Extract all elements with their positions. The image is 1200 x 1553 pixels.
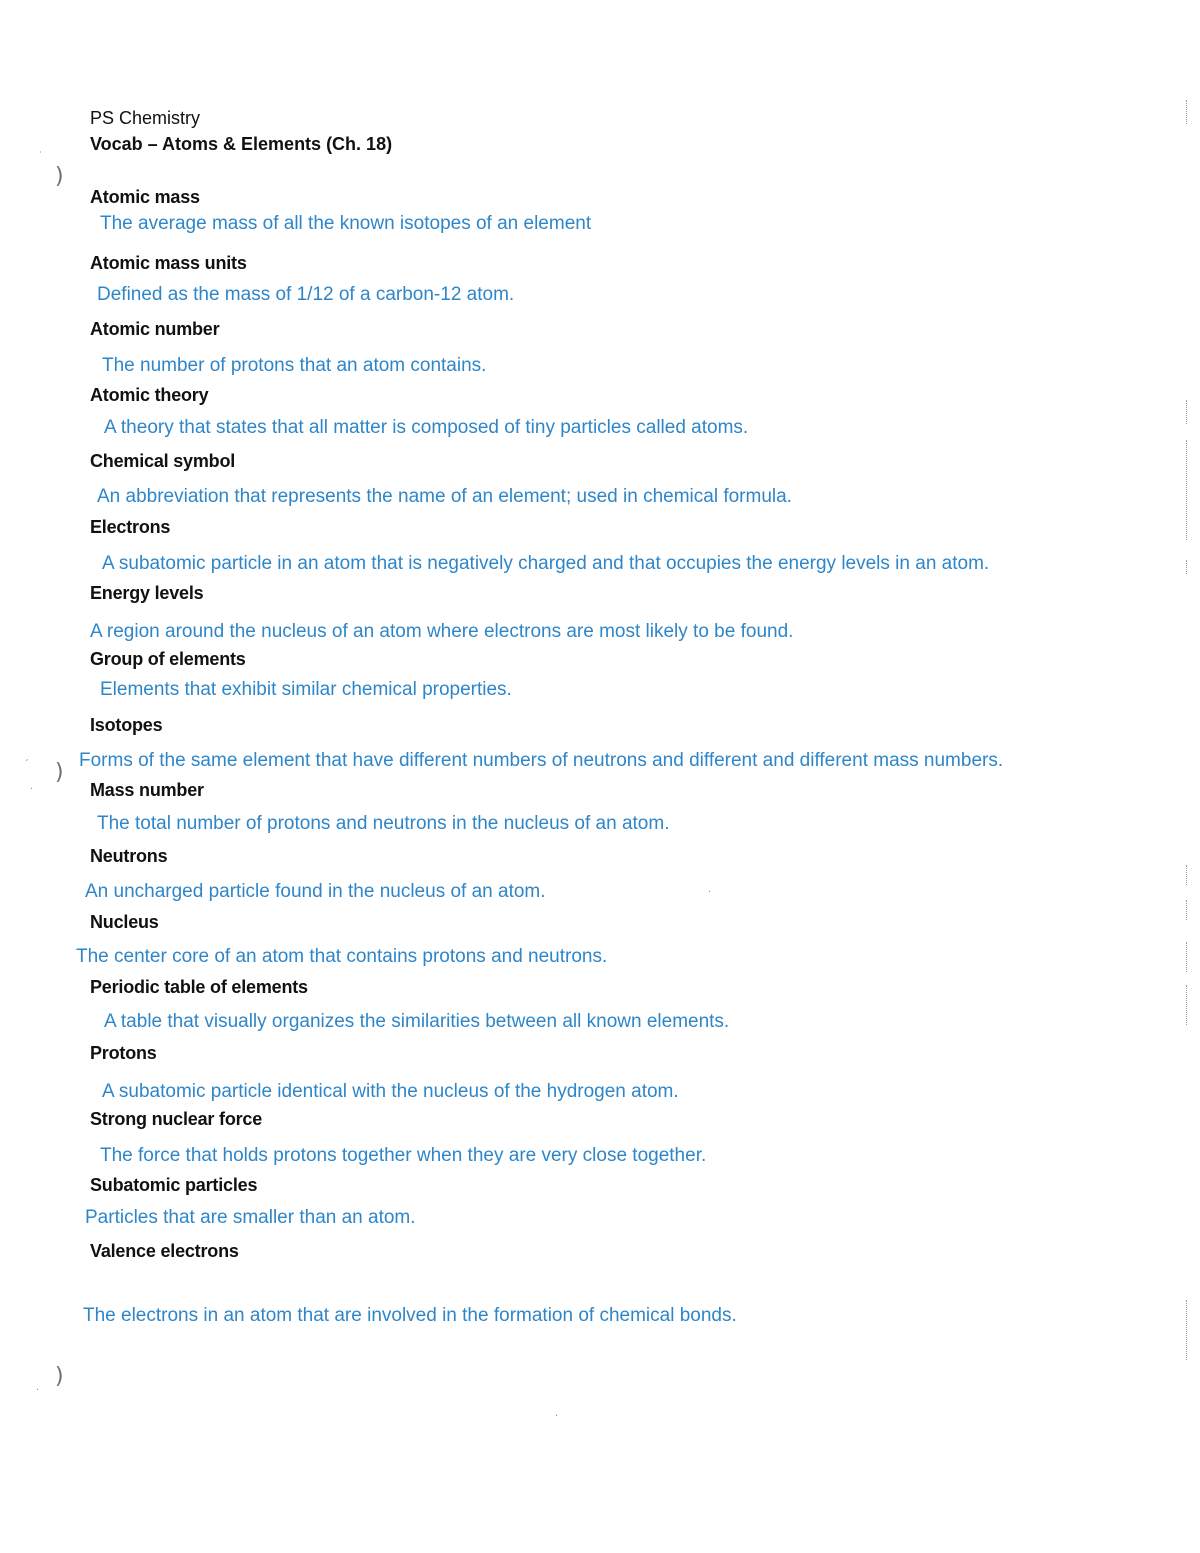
definition-energy-levels: A region around the nucleus of an atom where electrons are most likely to be found. bbox=[90, 621, 794, 642]
definition-atomic-mass-units: Defined as the mass of 1/12 of a carbon-12 atom. bbox=[97, 284, 515, 305]
definition-periodic-table: A table that visually organizes the similarities between all known elements. bbox=[104, 1011, 730, 1032]
definition-subatomic-particles: Particles that are smaller than an atom. bbox=[85, 1207, 416, 1228]
scan-edge-mark bbox=[1186, 560, 1188, 574]
scan-speck: · bbox=[36, 1385, 40, 1396]
term-periodic-table: Periodic table of elements bbox=[90, 977, 308, 997]
definition-electrons: A subatomic particle in an atom that is negatively charged and that occupies the energy levels in an atom. bbox=[102, 553, 990, 574]
definition-strong-nuclear-force: The force that holds protons together when they are very close together. bbox=[100, 1145, 707, 1166]
scan-hole-mark-top: ) bbox=[55, 164, 64, 189]
scan-edge-mark bbox=[1186, 985, 1188, 1025]
scan-speck: ´ bbox=[24, 759, 29, 770]
scan-edge-mark bbox=[1186, 1300, 1188, 1360]
term-atomic-number: Atomic number bbox=[90, 319, 220, 339]
term-valence-electrons: Valence electrons bbox=[90, 1241, 239, 1261]
definition-protons: A subatomic particle identical with the nucleus of the hydrogen atom. bbox=[102, 1081, 679, 1102]
definition-chemical-symbol: An abbreviation that represents the name of an element; used in chemical formula. bbox=[97, 486, 792, 507]
term-chemical-symbol: Chemical symbol bbox=[90, 451, 236, 471]
definition-valence-electrons: The electrons in an atom that are involved in the formation of chemical bonds. bbox=[83, 1305, 737, 1326]
scan-edge-mark bbox=[1186, 942, 1188, 972]
scan-speck: · bbox=[30, 784, 34, 795]
definition-atomic-mass: The average mass of all the known isotopes of an element bbox=[100, 213, 592, 234]
scan-edge-mark bbox=[1186, 400, 1188, 424]
term-atomic-mass-units: Atomic mass units bbox=[90, 253, 247, 273]
definition-atomic-number: The number of protons that an atom contains. bbox=[102, 355, 487, 376]
scan-speck: · bbox=[555, 1411, 559, 1422]
definition-mass-number: The total number of protons and neutrons in the nucleus of an atom. bbox=[97, 813, 670, 834]
course-title: PS Chemistry bbox=[90, 108, 201, 128]
definition-isotopes: Forms of the same element that have different numbers of neutrons and different and different mass numbers. bbox=[79, 750, 1004, 771]
term-protons: Protons bbox=[90, 1043, 157, 1063]
term-mass-number: Mass number bbox=[90, 780, 204, 800]
term-atomic-mass: Atomic mass bbox=[90, 187, 200, 207]
scan-edge-mark bbox=[1186, 865, 1188, 885]
scan-hole-mark-middle: ) bbox=[55, 760, 64, 785]
term-group-of-elements: Group of elements bbox=[90, 649, 246, 669]
scan-edge-mark bbox=[1186, 100, 1188, 124]
worksheet-title: Vocab – Atoms & Elements (Ch. 18) bbox=[90, 134, 393, 154]
scan-speck: · bbox=[708, 887, 712, 898]
definition-nucleus: The center core of an atom that contains protons and neutrons. bbox=[76, 946, 608, 967]
definition-neutrons: An uncharged particle found in the nucleus of an atom. bbox=[85, 881, 546, 902]
scan-hole-mark-bottom: ) bbox=[55, 1364, 64, 1389]
term-isotopes: Isotopes bbox=[90, 715, 163, 735]
term-nucleus: Nucleus bbox=[90, 912, 159, 932]
term-energy-levels: Energy levels bbox=[90, 583, 204, 603]
term-electrons: Electrons bbox=[90, 517, 171, 537]
definition-atomic-theory: A theory that states that all matter is composed of tiny particles called atoms. bbox=[104, 417, 749, 438]
scan-speck: ˙ bbox=[38, 151, 43, 162]
term-neutrons: Neutrons bbox=[90, 846, 168, 866]
definition-group-of-elements: Elements that exhibit similar chemical properties. bbox=[100, 679, 512, 700]
scan-edge-mark bbox=[1186, 440, 1188, 540]
term-subatomic-particles: Subatomic particles bbox=[90, 1175, 258, 1195]
scan-edge-mark bbox=[1186, 900, 1188, 920]
term-atomic-theory: Atomic theory bbox=[90, 385, 209, 405]
term-strong-nuclear-force: Strong nuclear force bbox=[90, 1109, 263, 1129]
